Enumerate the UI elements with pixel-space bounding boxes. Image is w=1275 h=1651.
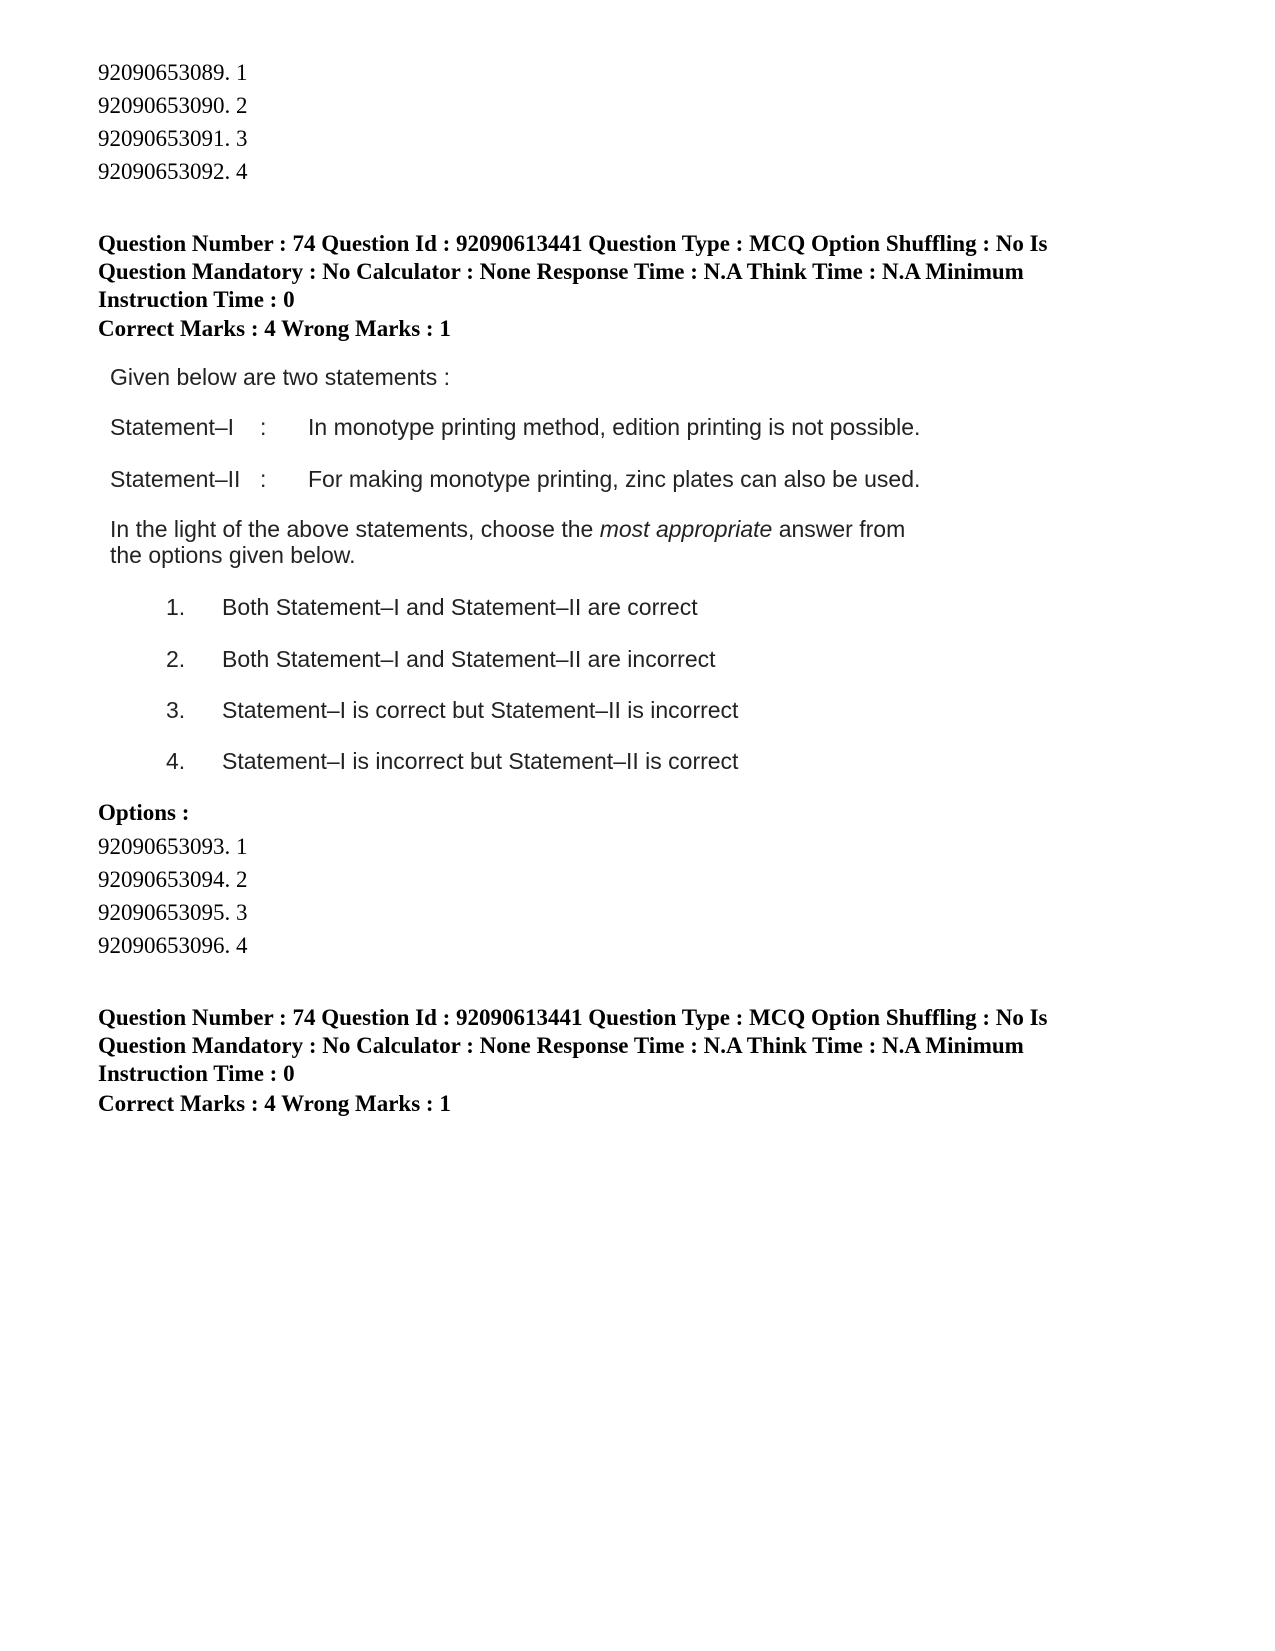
question-meta-block [98, 230, 1198, 314]
statement-1-colon: : [260, 414, 267, 440]
statement-2-text: For making monotype printing, zinc plates can also be used. [308, 466, 921, 492]
question-meta-line: Question Number : 74 Question Id : 92090613441 Question Type : MCQ Option Shuffling : No Is [98, 1005, 1048, 1030]
statement-2-label: Statement–II [110, 466, 241, 492]
question-meta-line: Question Mandatory : No Calculator : None Response Time : N.A Think Time : N.A Minimum [98, 259, 1024, 284]
option-line: 92090653094. 2 [98, 867, 248, 892]
instruction-emphasis: most appropriate [599, 516, 773, 542]
question-meta-line: Instruction Time : 0 [98, 287, 295, 312]
question-intro: Given below are two statements : [110, 364, 451, 390]
question-meta-line: Question Mandatory : No Calculator : None Response Time : N.A Think Time : N.A Minimum [98, 1033, 1024, 1058]
statement-1-label: Statement–I [110, 414, 235, 440]
choice-number: 1. [166, 594, 186, 620]
question-meta-line: Question Number : 74 Question Id : 92090613441 Question Type : MCQ Option Shuffling : No Is [98, 231, 1048, 256]
question-meta-line: Instruction Time : 0 [98, 1061, 295, 1086]
choice-text: Both Statement–I and Statement–II are incorrect [222, 646, 716, 672]
question-marks: Correct Marks : 4 Wrong Marks : 1 [98, 1091, 451, 1116]
question-meta-block [98, 1004, 1198, 1088]
choice-text: Statement–I is incorrect but Statement–II is correct [222, 748, 739, 774]
option-line: 92090653091. 3 [98, 126, 248, 151]
choice-number: 3. [166, 697, 186, 723]
statement-2-colon: : [260, 466, 267, 492]
option-line: 92090653089. 1 [98, 60, 248, 85]
choice-number: 4. [166, 748, 186, 774]
option-line: 92090653096. 4 [98, 933, 248, 958]
options-heading: Options : [98, 800, 190, 825]
choice-text: Both Statement–I and Statement–II are correct [222, 594, 698, 620]
instruction-post: answer from [772, 516, 906, 542]
question-body [98, 364, 1058, 820]
choice-number: 2. [166, 646, 186, 672]
instruction-pre: In the light of the above statements, choose the [110, 516, 600, 542]
option-line: 92090653090. 2 [98, 93, 248, 118]
question-instruction [110, 516, 905, 543]
option-line: 92090653092. 4 [98, 159, 248, 184]
question-instruction-line-2: the options given below. [110, 542, 356, 568]
option-line: 92090653095. 3 [98, 900, 248, 925]
choice-text: Statement–I is correct but Statement–II is incorrect [222, 697, 739, 723]
option-line: 92090653093. 1 [98, 834, 248, 859]
statement-1-text: In monotype printing method, edition printing is not possible. [308, 414, 921, 440]
question-marks: Correct Marks : 4 Wrong Marks : 1 [98, 316, 451, 341]
